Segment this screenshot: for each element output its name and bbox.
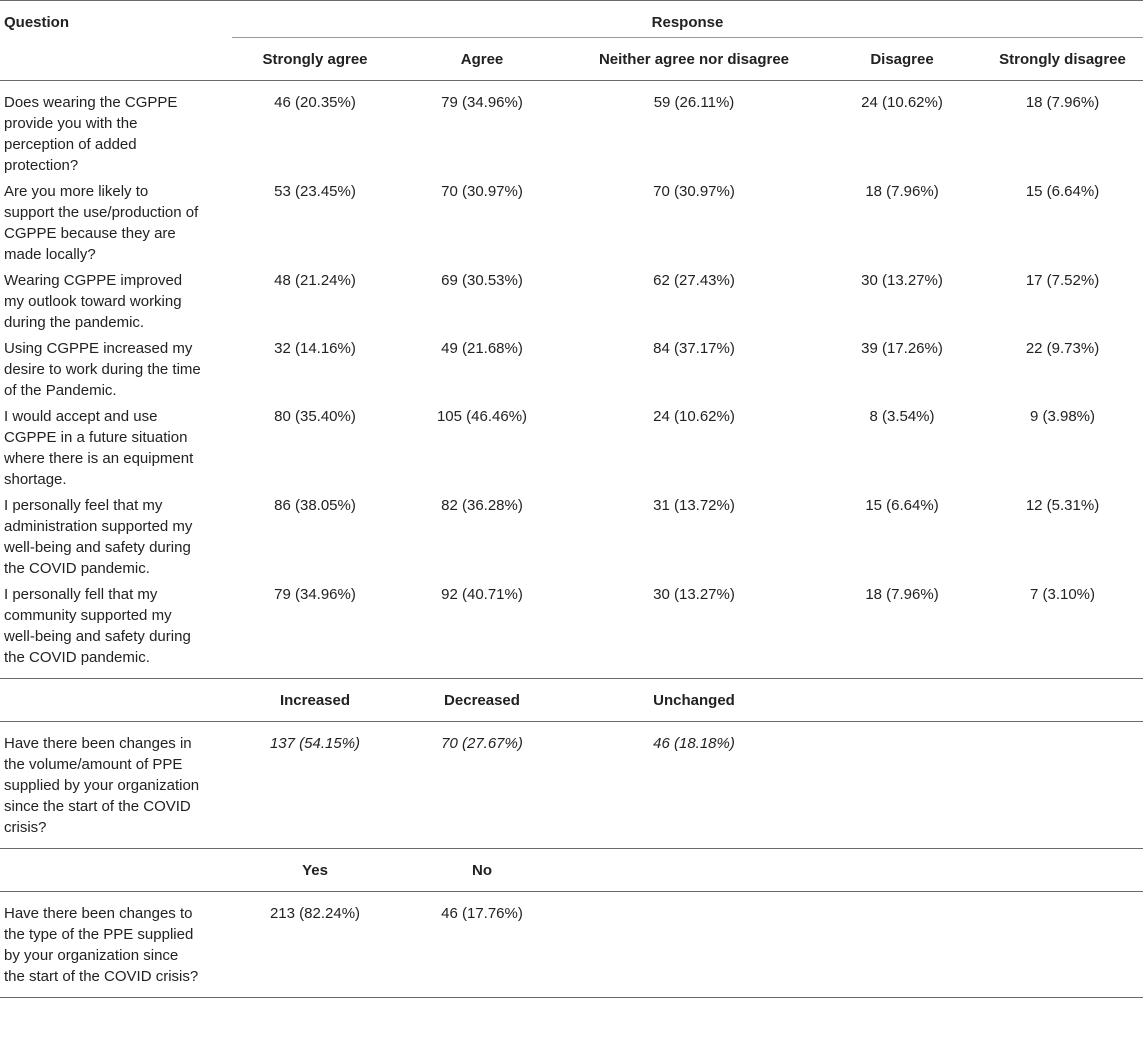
value-cell: 18 (7.96%)	[865, 183, 939, 200]
table-row	[0, 579, 1143, 679]
value-cell: 31 (13.72%)	[653, 497, 735, 514]
col-header-no: No	[398, 849, 566, 892]
empty-header-cell	[0, 38, 232, 81]
value-cell: 213 (82.24%)	[232, 892, 398, 998]
value-cell: 24 (10.62%)	[861, 94, 943, 111]
empty-header-cell	[822, 849, 982, 892]
question-header: Question	[0, 1, 232, 38]
col-header-agree: Agree	[398, 38, 566, 81]
value-cell: 46 (17.76%)	[398, 892, 566, 998]
value-cell: 46 (18.18%)	[566, 722, 822, 849]
value-cell: 86 (38.05%)	[274, 497, 356, 514]
question-cell: Does wearing the CGPPE provide you with the perception of added protection?	[4, 94, 178, 174]
value-cell: 15 (6.64%)	[1025, 183, 1100, 200]
value-cell: 53 (23.45%)	[274, 183, 356, 200]
table-row	[0, 333, 1143, 401]
value-cell: 79 (34.96%)	[441, 94, 523, 111]
question-cell: Using CGPPE increased my desire to work during the time of the Pandemic.	[4, 340, 201, 399]
col-header-strongly-disagree: Strongly disagree	[982, 38, 1143, 81]
col-header-unchanged: Unchanged	[566, 679, 822, 722]
value-cell: 70 (30.97%)	[441, 183, 523, 200]
question-cell: Have there been changes in the volume/amount of PPE supplied by your organization since the start of the COVID crisis?	[0, 722, 232, 849]
question-cell: Are you more likely to support the use/production of CGPPE because they are made locally?	[4, 183, 199, 263]
table-row	[0, 401, 1143, 490]
value-cell: 9 (3.98%)	[1029, 408, 1096, 425]
question-cell: I would accept and use CGPPE in a future situation where there is an equipment shortage.	[4, 408, 194, 488]
table-row	[0, 722, 1143, 849]
value-cell: 17 (7.52%)	[1025, 272, 1100, 289]
empty-header-cell	[982, 679, 1143, 722]
value-cell: 18 (7.96%)	[1025, 94, 1100, 111]
value-cell: 70 (27.67%)	[398, 722, 566, 849]
value-cell: 80 (35.40%)	[274, 408, 356, 425]
value-cell: 22 (9.73%)	[1025, 340, 1100, 357]
question-cell: I personally fell that my community supported my well-being and safety during the COVID pandemic.	[0, 579, 232, 679]
value-cell: 18 (7.96%)	[822, 579, 982, 679]
value-cell: 48 (21.24%)	[274, 272, 356, 289]
value-cell: 32 (14.16%)	[274, 340, 356, 357]
col-header-neither: Neither agree nor disagree	[566, 38, 822, 81]
value-cell: 105 (46.46%)	[436, 408, 528, 425]
question-cell: I personally feel that my administration supported my well-being and safety during the COVID pandemic.	[4, 497, 193, 577]
value-cell: 24 (10.62%)	[653, 408, 735, 425]
value-cell: 82 (36.28%)	[441, 497, 523, 514]
value-cell: 92 (40.71%)	[398, 579, 566, 679]
value-cell: 30 (13.27%)	[566, 579, 822, 679]
value-cell: 59 (26.11%)	[653, 94, 735, 111]
value-cell: 46 (20.35%)	[274, 94, 356, 111]
value-cell: 30 (13.27%)	[861, 272, 943, 289]
empty-cell	[566, 892, 822, 998]
table-row	[0, 176, 1143, 265]
empty-cell	[982, 892, 1143, 998]
value-cell: 12 (5.31%)	[1025, 497, 1100, 514]
empty-header-cell	[566, 849, 822, 892]
value-cell: 137 (54.15%)	[232, 722, 398, 849]
col-header-disagree: Disagree	[822, 38, 982, 81]
table-row	[0, 892, 1143, 998]
empty-cell	[982, 722, 1143, 849]
value-cell: 15 (6.64%)	[865, 497, 939, 514]
empty-cell	[822, 892, 982, 998]
table-row	[0, 490, 1143, 579]
value-cell: 7 (3.10%)	[982, 579, 1143, 679]
question-cell: Wearing CGPPE improved my outlook toward working during the pandemic.	[4, 272, 183, 331]
empty-header-cell	[0, 679, 232, 722]
table-row	[0, 81, 1143, 177]
empty-header-cell	[822, 679, 982, 722]
value-cell: 79 (34.96%)	[232, 579, 398, 679]
col-header-increased: Increased	[232, 679, 398, 722]
empty-header-cell	[0, 849, 232, 892]
value-cell: 69 (30.53%)	[441, 272, 523, 289]
value-cell: 70 (30.97%)	[653, 183, 735, 200]
value-cell: 62 (27.43%)	[653, 272, 735, 289]
value-cell: 49 (21.68%)	[441, 340, 523, 357]
empty-header-cell	[982, 849, 1143, 892]
value-cell: 8 (3.54%)	[869, 408, 935, 425]
value-cell: 39 (17.26%)	[861, 340, 943, 357]
col-header-strongly-agree: Strongly agree	[232, 38, 398, 81]
response-header: Response	[232, 1, 1143, 38]
col-header-decreased: Decreased	[398, 679, 566, 722]
question-cell: Have there been changes to the type of the PPE supplied by your organization since the start of the COVID crisis?	[0, 892, 232, 998]
empty-cell	[822, 722, 982, 849]
table-row	[0, 265, 1143, 333]
col-header-yes: Yes	[232, 849, 398, 892]
value-cell: 84 (37.17%)	[653, 340, 735, 357]
